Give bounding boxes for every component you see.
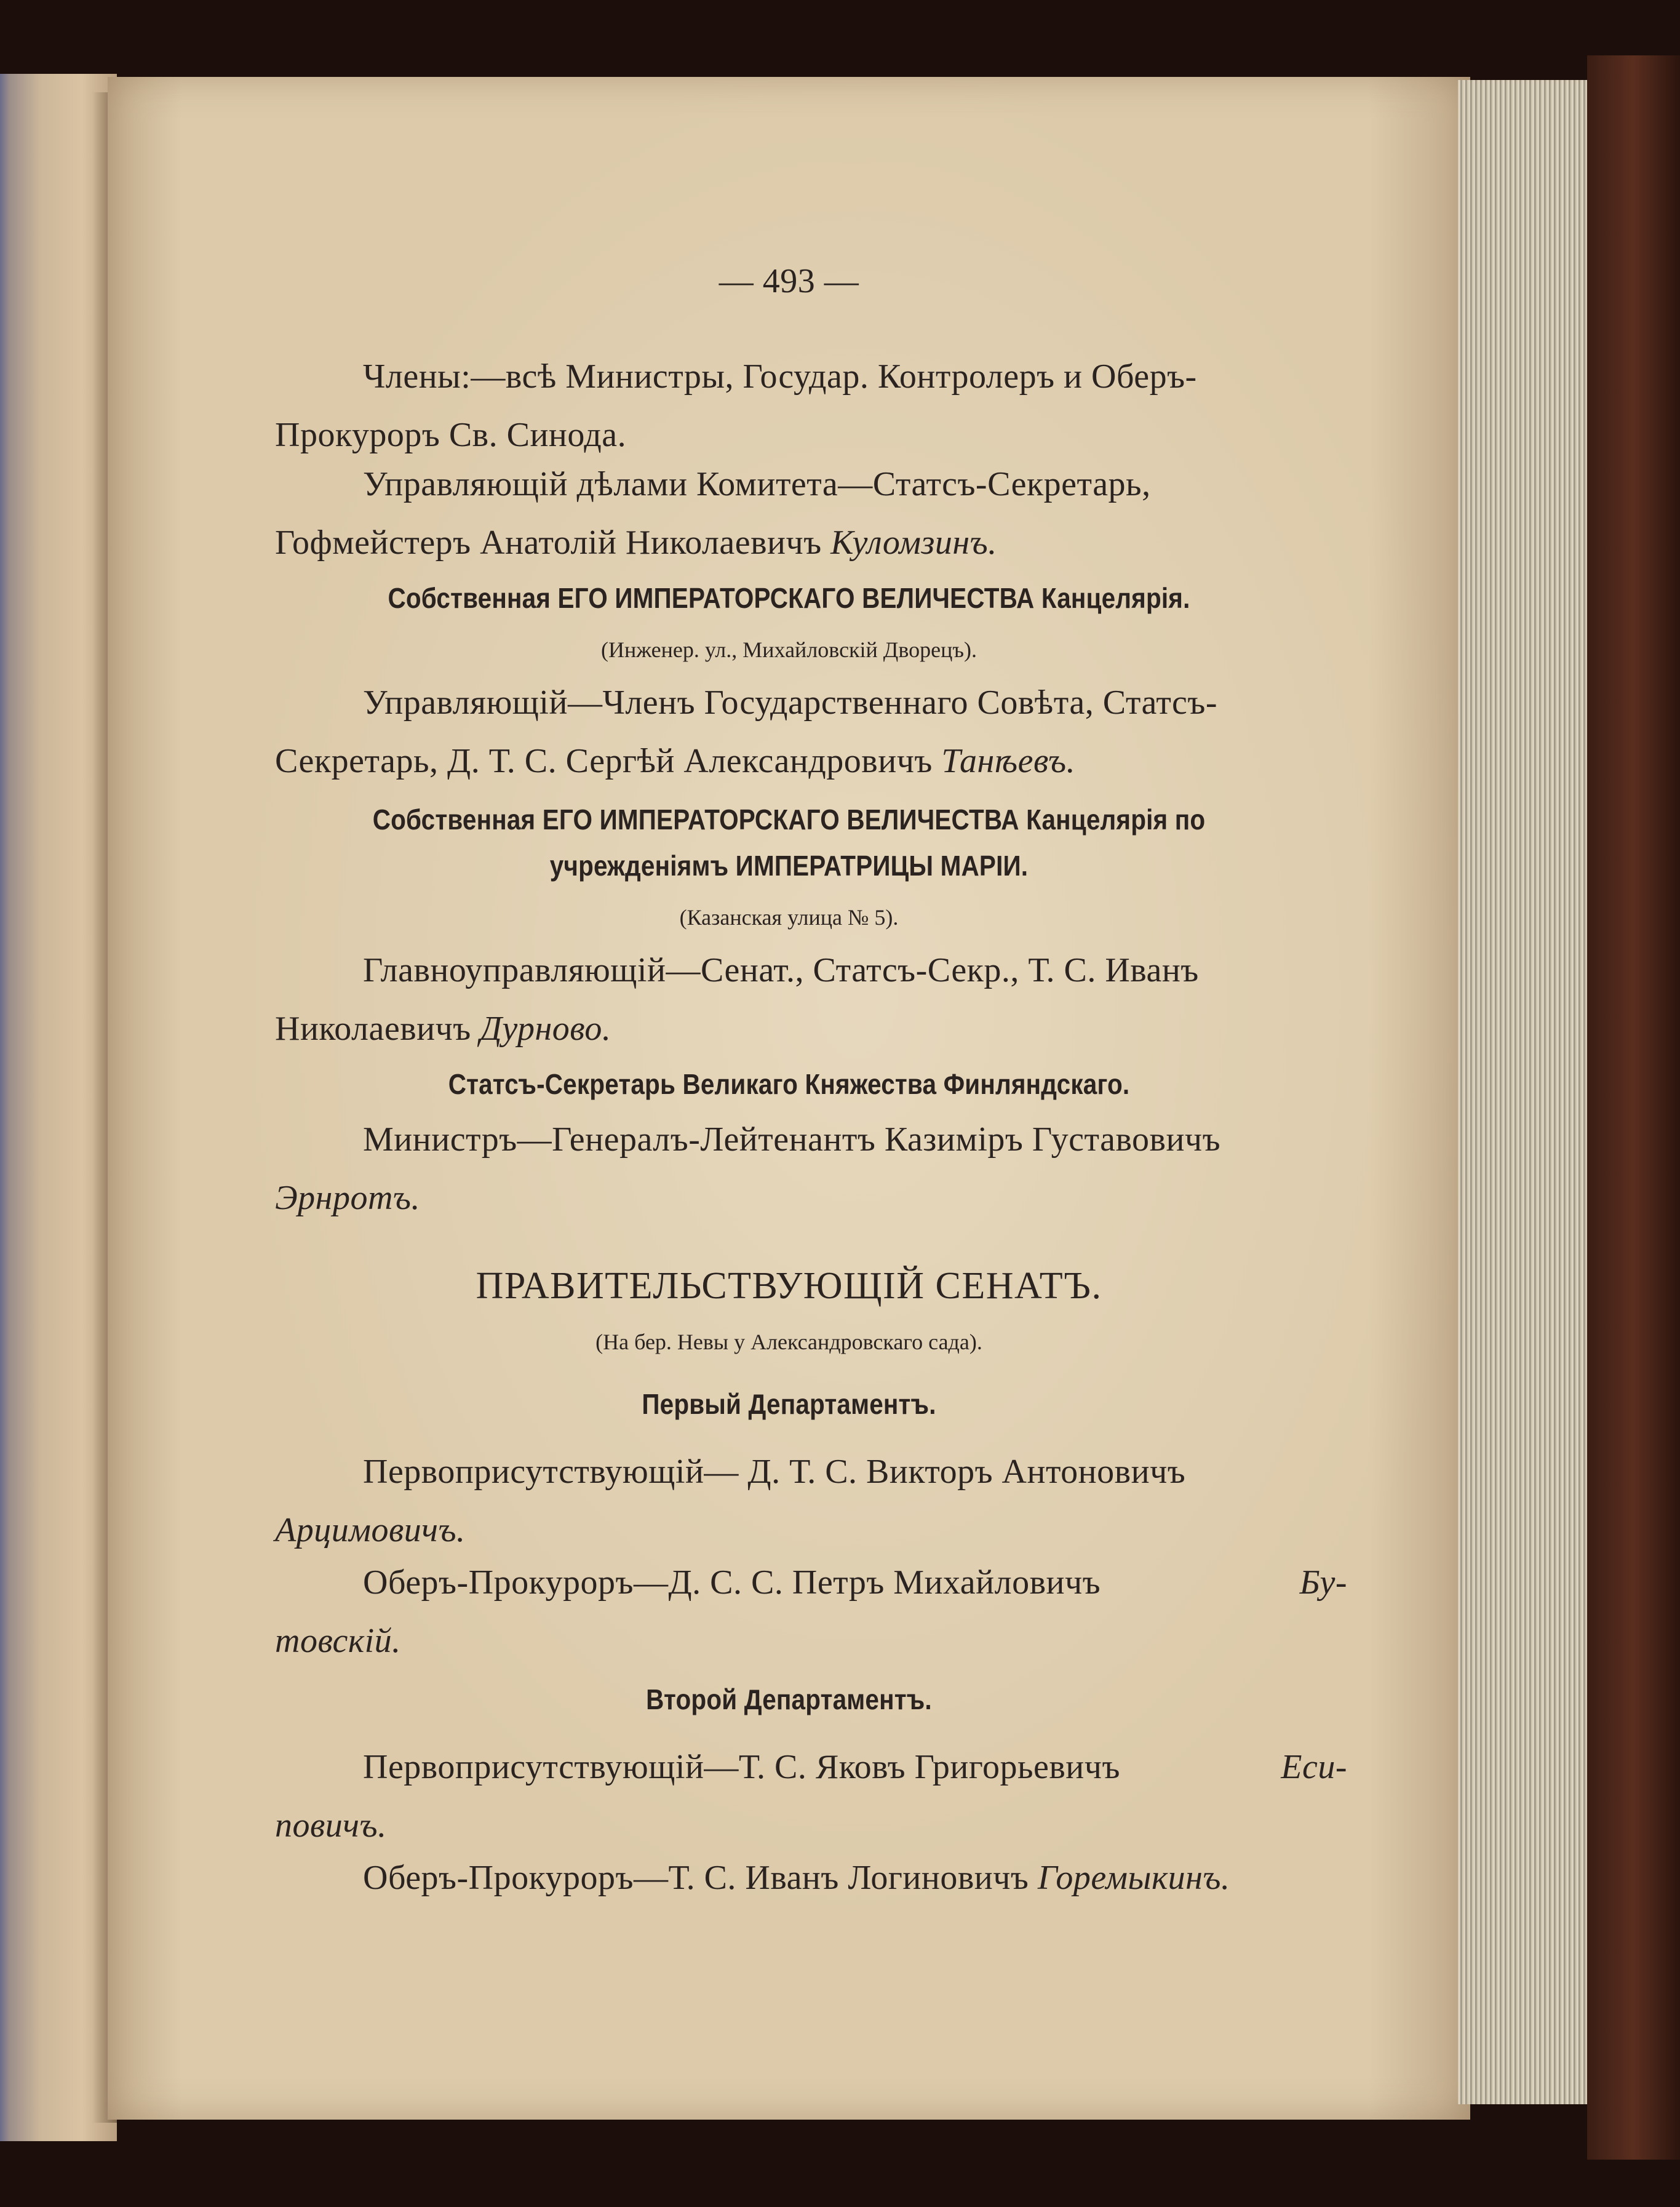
text: Оберъ-Прокуроръ—Д. С. С. Петръ Михайловичъ: [363, 1563, 1101, 1602]
person-name-cont: повичъ.: [275, 1806, 387, 1845]
senate-title: ПРАВИТЕЛЬСТВУЮЩІЙ СЕНАТЪ.: [476, 1265, 1102, 1307]
person-name: Арцимовичъ.: [275, 1511, 466, 1549]
person-name: Еси-: [1281, 1748, 1347, 1786]
maria-line2: [275, 1009, 611, 1048]
person-name: Танѣевъ.: [941, 742, 1076, 780]
section-heading: Собственная ЕГО ИМПЕРАТОРСКАГО ВЕЛИЧЕСТВА Канцелярія по: [372, 804, 1206, 836]
committee-manager-line: Управляющій дѣлами Комитета—Статсъ-Секретарь,: [363, 465, 1151, 503]
dept1-line2: [363, 1563, 1347, 1602]
person-name: Эрнротъ.: [275, 1179, 420, 1217]
text: Николаевичъ: [275, 1010, 471, 1048]
dept2-heading: Второй Департаментъ.: [646, 1683, 932, 1715]
chancery-line1: Управляющій—Членъ Государственнаго Совѣта, Статсъ-: [363, 684, 1218, 722]
page-text: [108, 77, 1470, 2120]
section-address: (Казанская улица № 5).: [679, 905, 899, 930]
committee-members-line: [363, 357, 1347, 396]
chancery-line2: [275, 741, 1075, 781]
section-heading: Собственная ЕГО ИМПЕРАТОРСКАГО ВЕЛИЧЕСТВА Канцелярія.: [388, 582, 1190, 614]
senate-address: (На бер. Невы у Александровскаго сада).: [595, 1330, 982, 1354]
book-cover-edge: [1587, 55, 1680, 2160]
person-name-cont: товскій.: [275, 1622, 401, 1660]
text-line: Члены:—всѣ Министры, Государ. Контролеръ и Оберъ-: [363, 357, 1197, 396]
text: Оберъ-Прокуроръ—Т. С. Иванъ Логиновичъ: [363, 1859, 1029, 1897]
person-name: Куломзинъ.: [830, 524, 997, 562]
person-name: Дурново.: [480, 1010, 611, 1048]
person-name: Бу-: [1299, 1563, 1347, 1602]
dept1-line1: Первоприсутствующій— Д. Т. С. Викторъ Антоновичъ: [363, 1453, 1186, 1491]
finland-line1: Министръ—Генералъ-Лейтенантъ Казиміръ Густавовичъ: [363, 1120, 1221, 1159]
text: Секретарь, Д. Т. С. Сергѣй Александровичъ: [275, 742, 933, 780]
person-name: Горемыкинъ.: [1037, 1859, 1230, 1897]
page-stack-edge: [1458, 80, 1596, 2104]
dept1-heading: Первый Департаментъ.: [642, 1388, 936, 1420]
dept2-line2: [363, 1858, 1230, 1898]
dept2-line1: [363, 1747, 1347, 1787]
text: Гофмейстеръ Анатолій Николаевичъ: [275, 524, 822, 562]
text: Первоприсутствующій—Т. С. Яковъ Григорьевичъ: [363, 1748, 1120, 1786]
section-heading-line2: учрежденіямъ ИМПЕРАТРИЦЫ МАРІИ.: [549, 850, 1029, 882]
committee-members-line2: Прокуроръ Св. Синода.: [275, 416, 627, 454]
page-number: — 493 —: [719, 262, 859, 300]
maria-line1: Главноуправляющій—Сенат., Статсъ-Секр., Т. С. Иванъ: [363, 951, 1199, 989]
section-heading: Статсъ-Секретарь Великаго Княжества Финляндскаго.: [448, 1068, 1130, 1100]
section-address: (Инженер. ул., Михайловскій Дворецъ).: [601, 637, 977, 662]
committee-manager-line2: [275, 523, 997, 562]
